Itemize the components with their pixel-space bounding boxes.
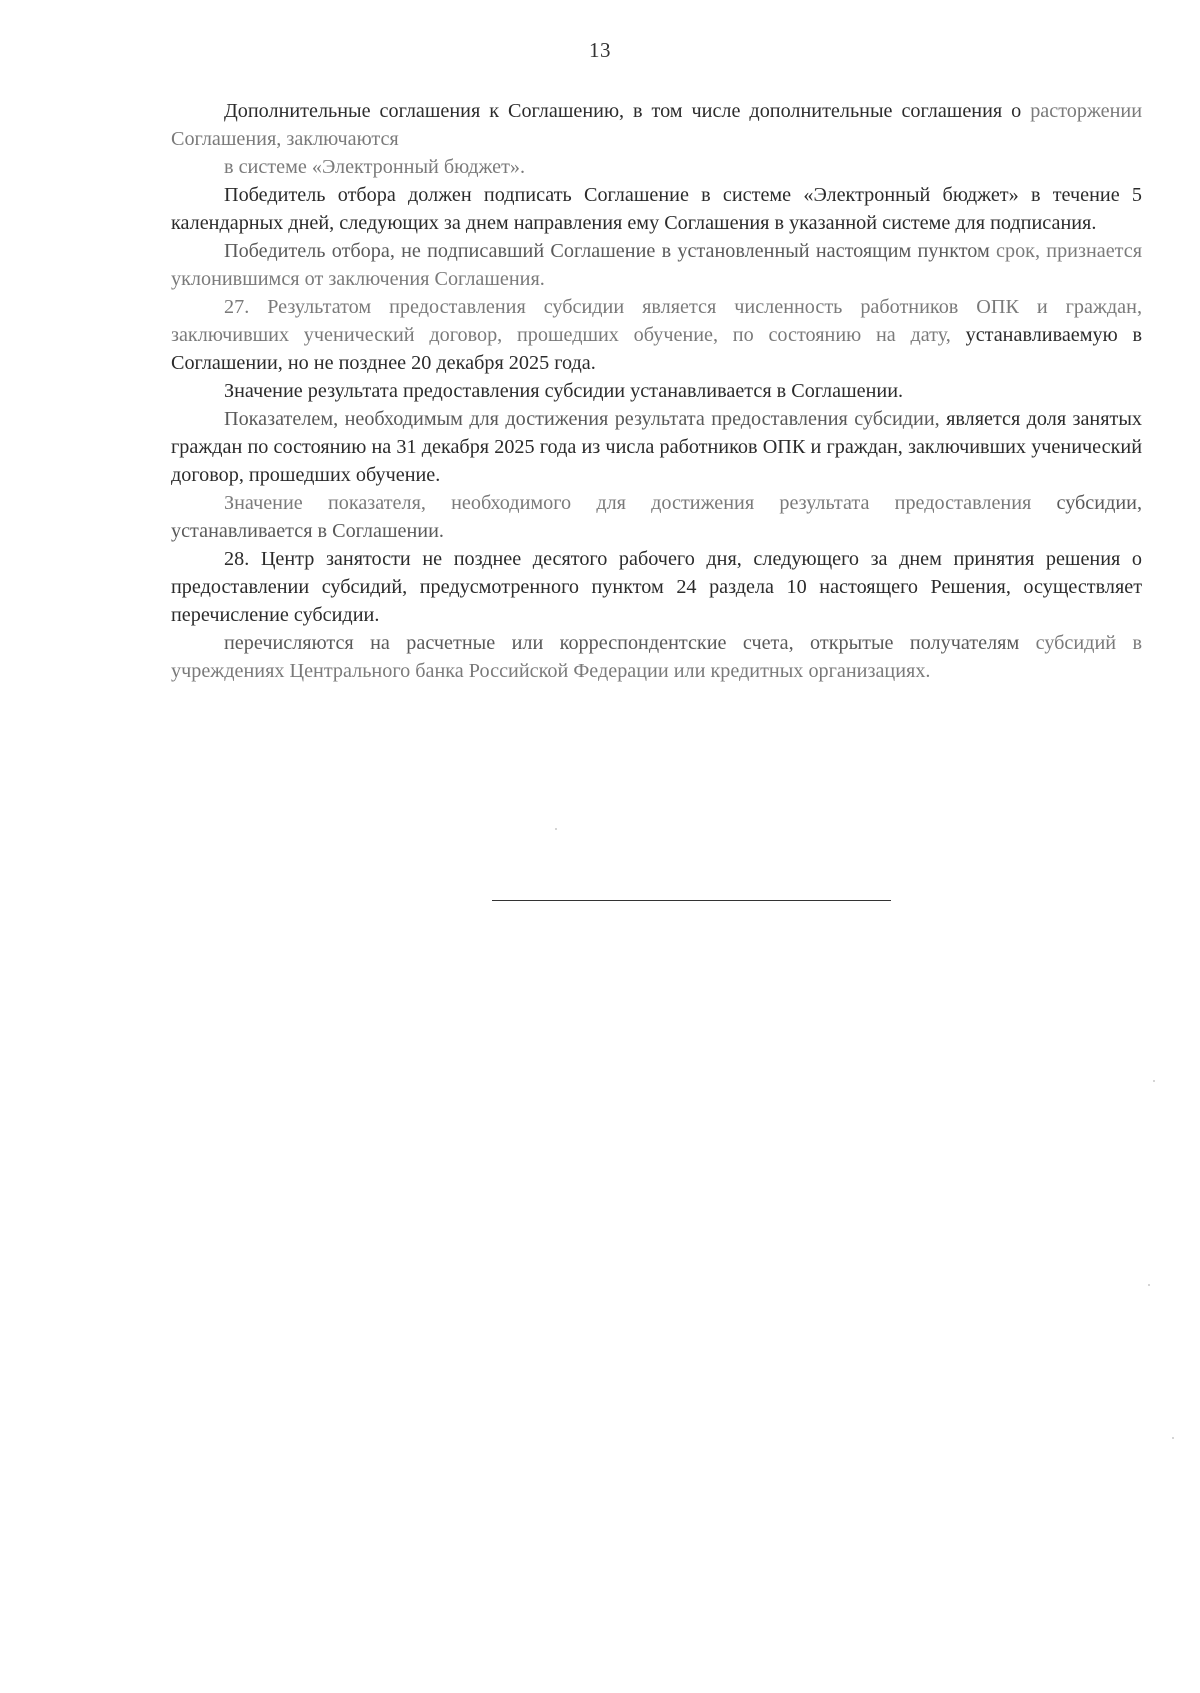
paragraph-27-result (171, 293, 1142, 377)
paragraph-line: системе для подписания. (882, 212, 1097, 234)
paragraph-line: срок, признается уклонившимся от заключения Соглашения. (171, 240, 1142, 290)
paragraph-line: в системе «Электронный бюджет». (224, 156, 526, 178)
paragraph-winner-signing (171, 181, 1142, 237)
paragraph-line: устанавливаемую в Соглашении, но не позднее 20 декабря 2025 года. (171, 324, 1142, 374)
scan-speck (1148, 1284, 1150, 1286)
paragraph-line: ОПК и граждан, заключивших ученический договор, прошедших обучение. (171, 436, 1142, 486)
scan-speck (1172, 1437, 1174, 1439)
document-body (171, 97, 1142, 685)
paragraph-indicator-value (171, 489, 1142, 545)
paragraph-electronic-budget (171, 153, 1142, 181)
paragraph-line: течение 5 календарных дней, следующих за днем направления ему Соглашения в указанной (171, 184, 1143, 234)
paragraph-line: граждан, заключивших ученический договор, прошедших обучение, по состоянию на дату, (171, 296, 1142, 346)
paragraph-line: Решения, осуществляет перечисление субсидии. (171, 576, 1143, 626)
scan-speck (555, 828, 557, 830)
paragraph-result-value (171, 377, 1142, 405)
paragraph-line: перечисляются на расчетные или корреспондентские счета, открытые получателям (224, 632, 1020, 654)
paragraph-line: субсидии, устанавливается в Соглашении. (171, 492, 1142, 542)
paragraph-line: Значение показателя, необходимого для достижения результата предоставления (224, 492, 1032, 514)
paragraph-winner-evasion (171, 237, 1142, 293)
page-number: 13 (589, 38, 611, 62)
paragraph-line: 28. Центр занятости не позднее десятого рабочего дня, следующего за днем принятия (224, 548, 1035, 570)
paragraph-line: Дополнительные соглашения к Соглашению, в том числе дополнительные соглашения о (224, 100, 1022, 122)
paragraph-line: Победитель отбора должен подписать Соглашение в системе «Электронный бюджет» в (224, 184, 1041, 206)
paragraph-line: субсидий в учреждениях Центрального банка Российской Федерации или кредитных (171, 632, 1142, 682)
scan-speck (1153, 1080, 1155, 1082)
paragraph-line: Показателем, необходимым для достижения результата предоставления субсидии, (224, 408, 940, 430)
paragraph-line: решения о предоставлении субсидий, предусмотренного пунктом 24 раздела 10 настоящего (171, 548, 1142, 598)
paragraph-line: Значение результата предоставления субсидии устанавливается в Соглашении. (224, 380, 904, 402)
paragraph-accounts (171, 629, 1142, 685)
paragraph-28-transfer (171, 545, 1142, 629)
paragraph-additional-agreements (171, 97, 1142, 153)
end-of-document-rule (492, 900, 891, 901)
paragraph-line: расторжении Соглашения, заключаются (171, 100, 1143, 150)
paragraph-line: 27. Результатом предоставления субсидии является численность работников ОПК и (224, 296, 1048, 318)
paragraph-line: является доля занятых граждан по состоянию на 31 декабря 2025 года из числа работников (171, 408, 1143, 458)
paragraph-line: организациях. (808, 660, 931, 682)
paragraph-indicator (171, 405, 1142, 489)
paragraph-line: Победитель отбора, не подписавший Соглашение в установленный настоящим пунктом (224, 240, 990, 262)
